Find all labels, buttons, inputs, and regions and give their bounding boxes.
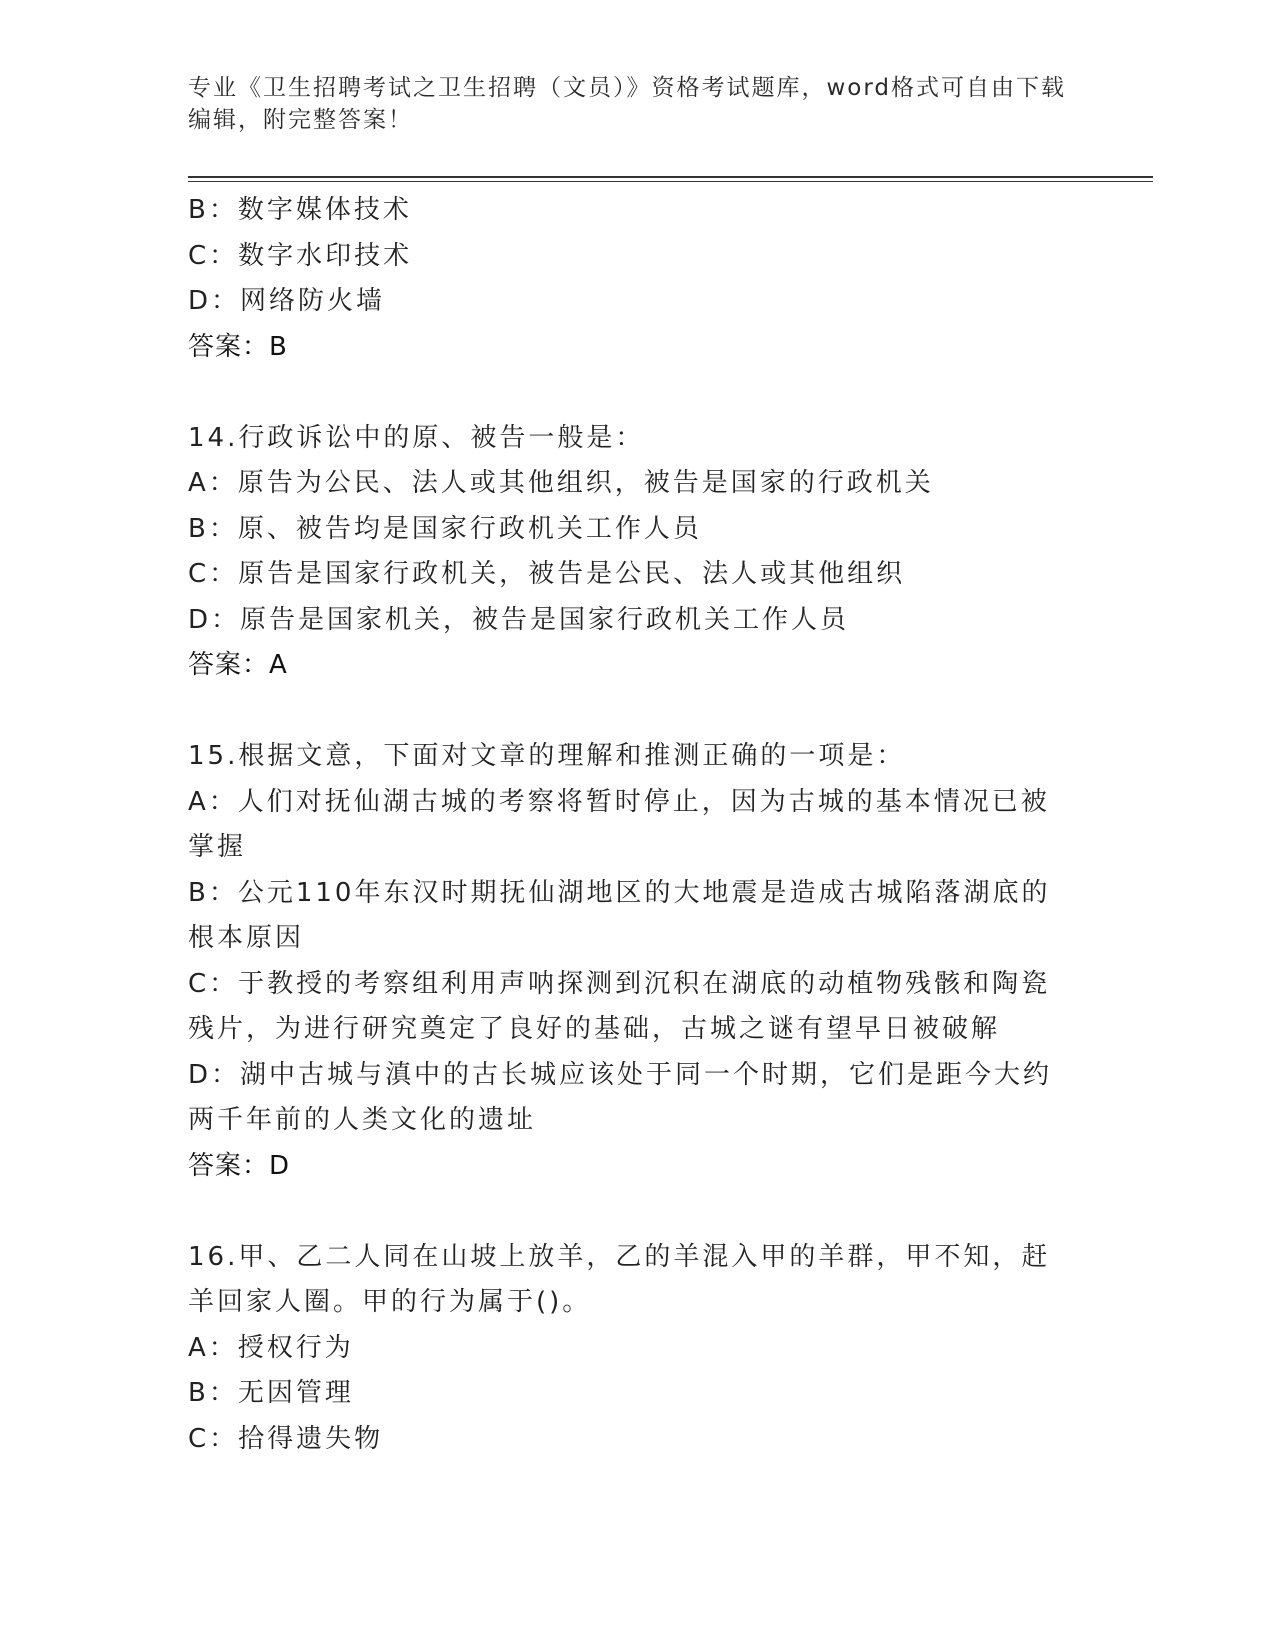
question-stem: 14.行政诉讼中的原、被告一般是： <box>188 422 645 453</box>
header-rule-thin <box>188 181 1153 182</box>
spacer <box>188 1189 1088 1235</box>
option-a: A：授权行为 <box>188 1332 354 1363</box>
option-d: D：网络防火墙 <box>188 286 386 316</box>
option-c: C：原告是国家行政机关，被告是公民、法人或其他组织 <box>188 559 906 589</box>
option-c: C：数字水印技术 <box>188 240 413 271</box>
document-header: 专业《卫生招聘考试之卫生招聘（文员）》资格考试题库，word格式可自由下载编辑，附完整答案！ <box>188 75 1067 133</box>
document-body <box>188 188 1088 1462</box>
option-c: C：拾得遗失物 <box>188 1423 384 1454</box>
option-b: B：无因管理 <box>188 1378 354 1408</box>
option-b: B：公元110年东汉时期抚仙湖地区的大地震是造成古城陷落湖底的根本原因 <box>188 877 1051 953</box>
answer-line: 答案：B <box>188 331 288 362</box>
option-d: D：湖中古城与滇中的古长城应该处于同一个时期，它们是距今大约两千年前的人类文化的遗址 <box>188 1059 1053 1135</box>
spacer <box>188 370 1088 416</box>
answer-line: 答案：A <box>188 650 288 680</box>
option-b: B：原、被告均是国家行政机关工作人员 <box>188 513 702 544</box>
prev-question <box>188 188 1088 370</box>
question-16 <box>188 1235 1088 1463</box>
header-rule-thick <box>188 176 1153 178</box>
answer-line: 答案：D <box>188 1150 291 1181</box>
option-d: D：原告是国家机关，被告是国家行政机关工作人员 <box>188 604 850 635</box>
question-15 <box>188 734 1088 1189</box>
option-a: A：原告为公民、法人或其他组织，被告是国家的行政机关 <box>188 468 934 498</box>
option-c: C：于教授的考察组利用声呐探测到沉积在湖底的动植物残骸和陶瓷残片，为进行研究奠定了良好的基础，古城之谜有望早日被破解 <box>188 968 1051 1044</box>
question-stem: 15.根据文意，下面对文章的理解和推测正确的一项是： <box>188 741 906 771</box>
question-stem: 16.甲、乙二人同在山坡上放羊，乙的羊混入甲的羊群，甲不知，赶羊回家人圈。甲的行为属于()。 <box>188 1241 1051 1317</box>
option-a: A：人们对抚仙湖古城的考察将暂时停止，因为古城的基本情况已被掌握 <box>188 786 1050 862</box>
question-14 <box>188 416 1088 689</box>
option-b: B：数字媒体技术 <box>188 195 412 225</box>
spacer <box>188 689 1088 735</box>
